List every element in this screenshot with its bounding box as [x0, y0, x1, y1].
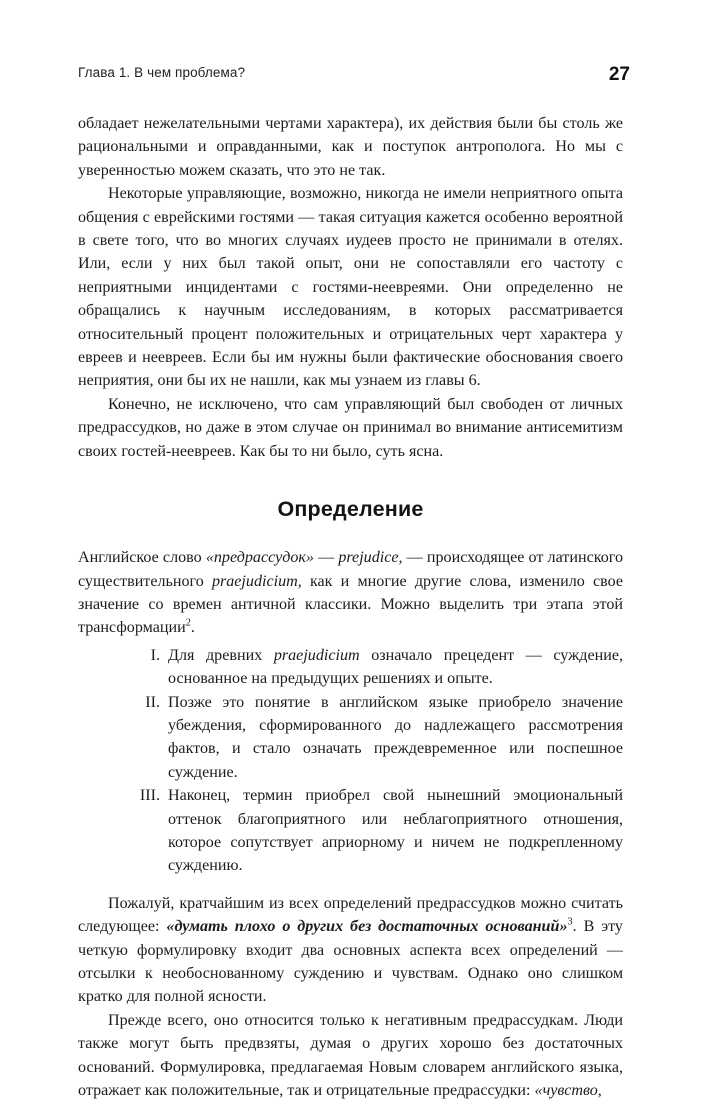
section-heading-definition: Определение [277, 497, 424, 522]
chapter-title: Глава 1. В чем проблема? [78, 65, 246, 80]
paragraph-continuation: обладает нежелательными чертами характера), их действия были бы столь же рациональными и оправданными, как и поступок антрополога. Но мы с уверенностью можем сказать, что это не так. [78, 115, 623, 179]
list-item [78, 644, 623, 691]
list-item [78, 691, 623, 785]
footnote-marker-2: 2 [185, 617, 191, 629]
etymology-dash-1: — [313, 549, 339, 567]
paragraph-etymology [78, 546, 623, 640]
list-italic-term: praejudicium [273, 646, 360, 664]
text-column [78, 112, 623, 1102]
definition-stages-list [78, 644, 623, 878]
short-def-text-2: . В эту четкую формулировку входит два основных аспекта всех определений — отсылки к необоснованному суждению и чувствам. Однако оно слишком кратко для полной ясности. [78, 918, 623, 1006]
list-text-after: означало прецедент — суждение, основанное на предыдущих решениях и опыте. [168, 646, 623, 688]
short-def-quote: «думать плохо о других без достаточных оснований» [166, 918, 568, 936]
list-item [78, 784, 623, 878]
etymology-period: . [190, 619, 195, 637]
short-def-text-1: Пожалуй, кратчайшим из всех определений предрассудков можно считать следующее: [78, 894, 623, 936]
list-marker: I. [150, 646, 160, 664]
list-text-before: Для древних [168, 646, 274, 664]
list-marker: III. [139, 787, 160, 805]
paragraph-negative-prejudice [78, 1009, 623, 1102]
paragraph-manager-free: Конечно, не исключено, что сам управляющий был свободен от личных предрассудков, но даже в этом случае он принимал во внимание антисемитизм своих гостей-неевреев. Как бы то ни было, суть ясна. [78, 395, 623, 460]
paragraph-short-definition [78, 892, 623, 1009]
new-dictionary-quote-start: «чувство, [534, 1082, 602, 1100]
paragraph-managers: Некоторые управляющие, возможно, никогда не имели неприятного опыта общения с еврейскими гостями — такая ситуация кажется особенно вероятной в свете того, что во многих случаях иудеев просто не принимали в отелях. Или, если у них был такой опыт, они не сопоставляли его частоту с неприятными инцидентами с гостями-неевреями. Они определенно не обращались к научным исследованиям, в которых рассматривается относительный процент положительных и отрицательных черт характера у евреев и неевреев. Если бы им нужны были фактические обоснования своего неприятия, они бы их не нашли, как мы узнаем из главы 6. [78, 185, 623, 390]
running-head [78, 62, 630, 86]
term-russian: «предрассудок» [205, 549, 314, 567]
term-latin: praejudicium [211, 572, 298, 590]
list-text-before: Позже это понятие в английском языке приобрело значение убеждения, сформированного до надлежащего рассмотрения фактов, и стало означать преждевременное или поспешное суждение. [168, 693, 623, 781]
term-english: prejudice, [338, 549, 403, 567]
list-text-before: Наконец, термин приобрел свой нынешний эмоциональный оттенок благоприятного или неблагоприятного отношения, которое сопутствует априорному и ничем не подкрепленному суждению. [168, 787, 623, 875]
etymology-text-2: — происходящее от латинского существительного [78, 549, 624, 590]
page-number: 27 [608, 64, 630, 85]
footnote-marker-3: 3 [567, 916, 573, 928]
list-marker: II. [145, 693, 160, 711]
section-heading-block [78, 463, 623, 546]
negative-text-1: Прежде всего, оно относится только к негативным предрассудкам. Люди также могут быть предвзяты, думая о других хорошо без достаточных оснований. Формулировка, предлагаемая Новым словарем английского языка, отражает как положительные, так и отрицательные предрассудки: [78, 1011, 623, 1100]
etymology-text-1: Английское слово [78, 549, 206, 567]
definition-stages-list-block [78, 640, 623, 892]
etymology-text-3: , как и многие другие слова, изменило свое значение со времен античной классики. Можно выделить три этапа этой трансформации [78, 572, 623, 637]
